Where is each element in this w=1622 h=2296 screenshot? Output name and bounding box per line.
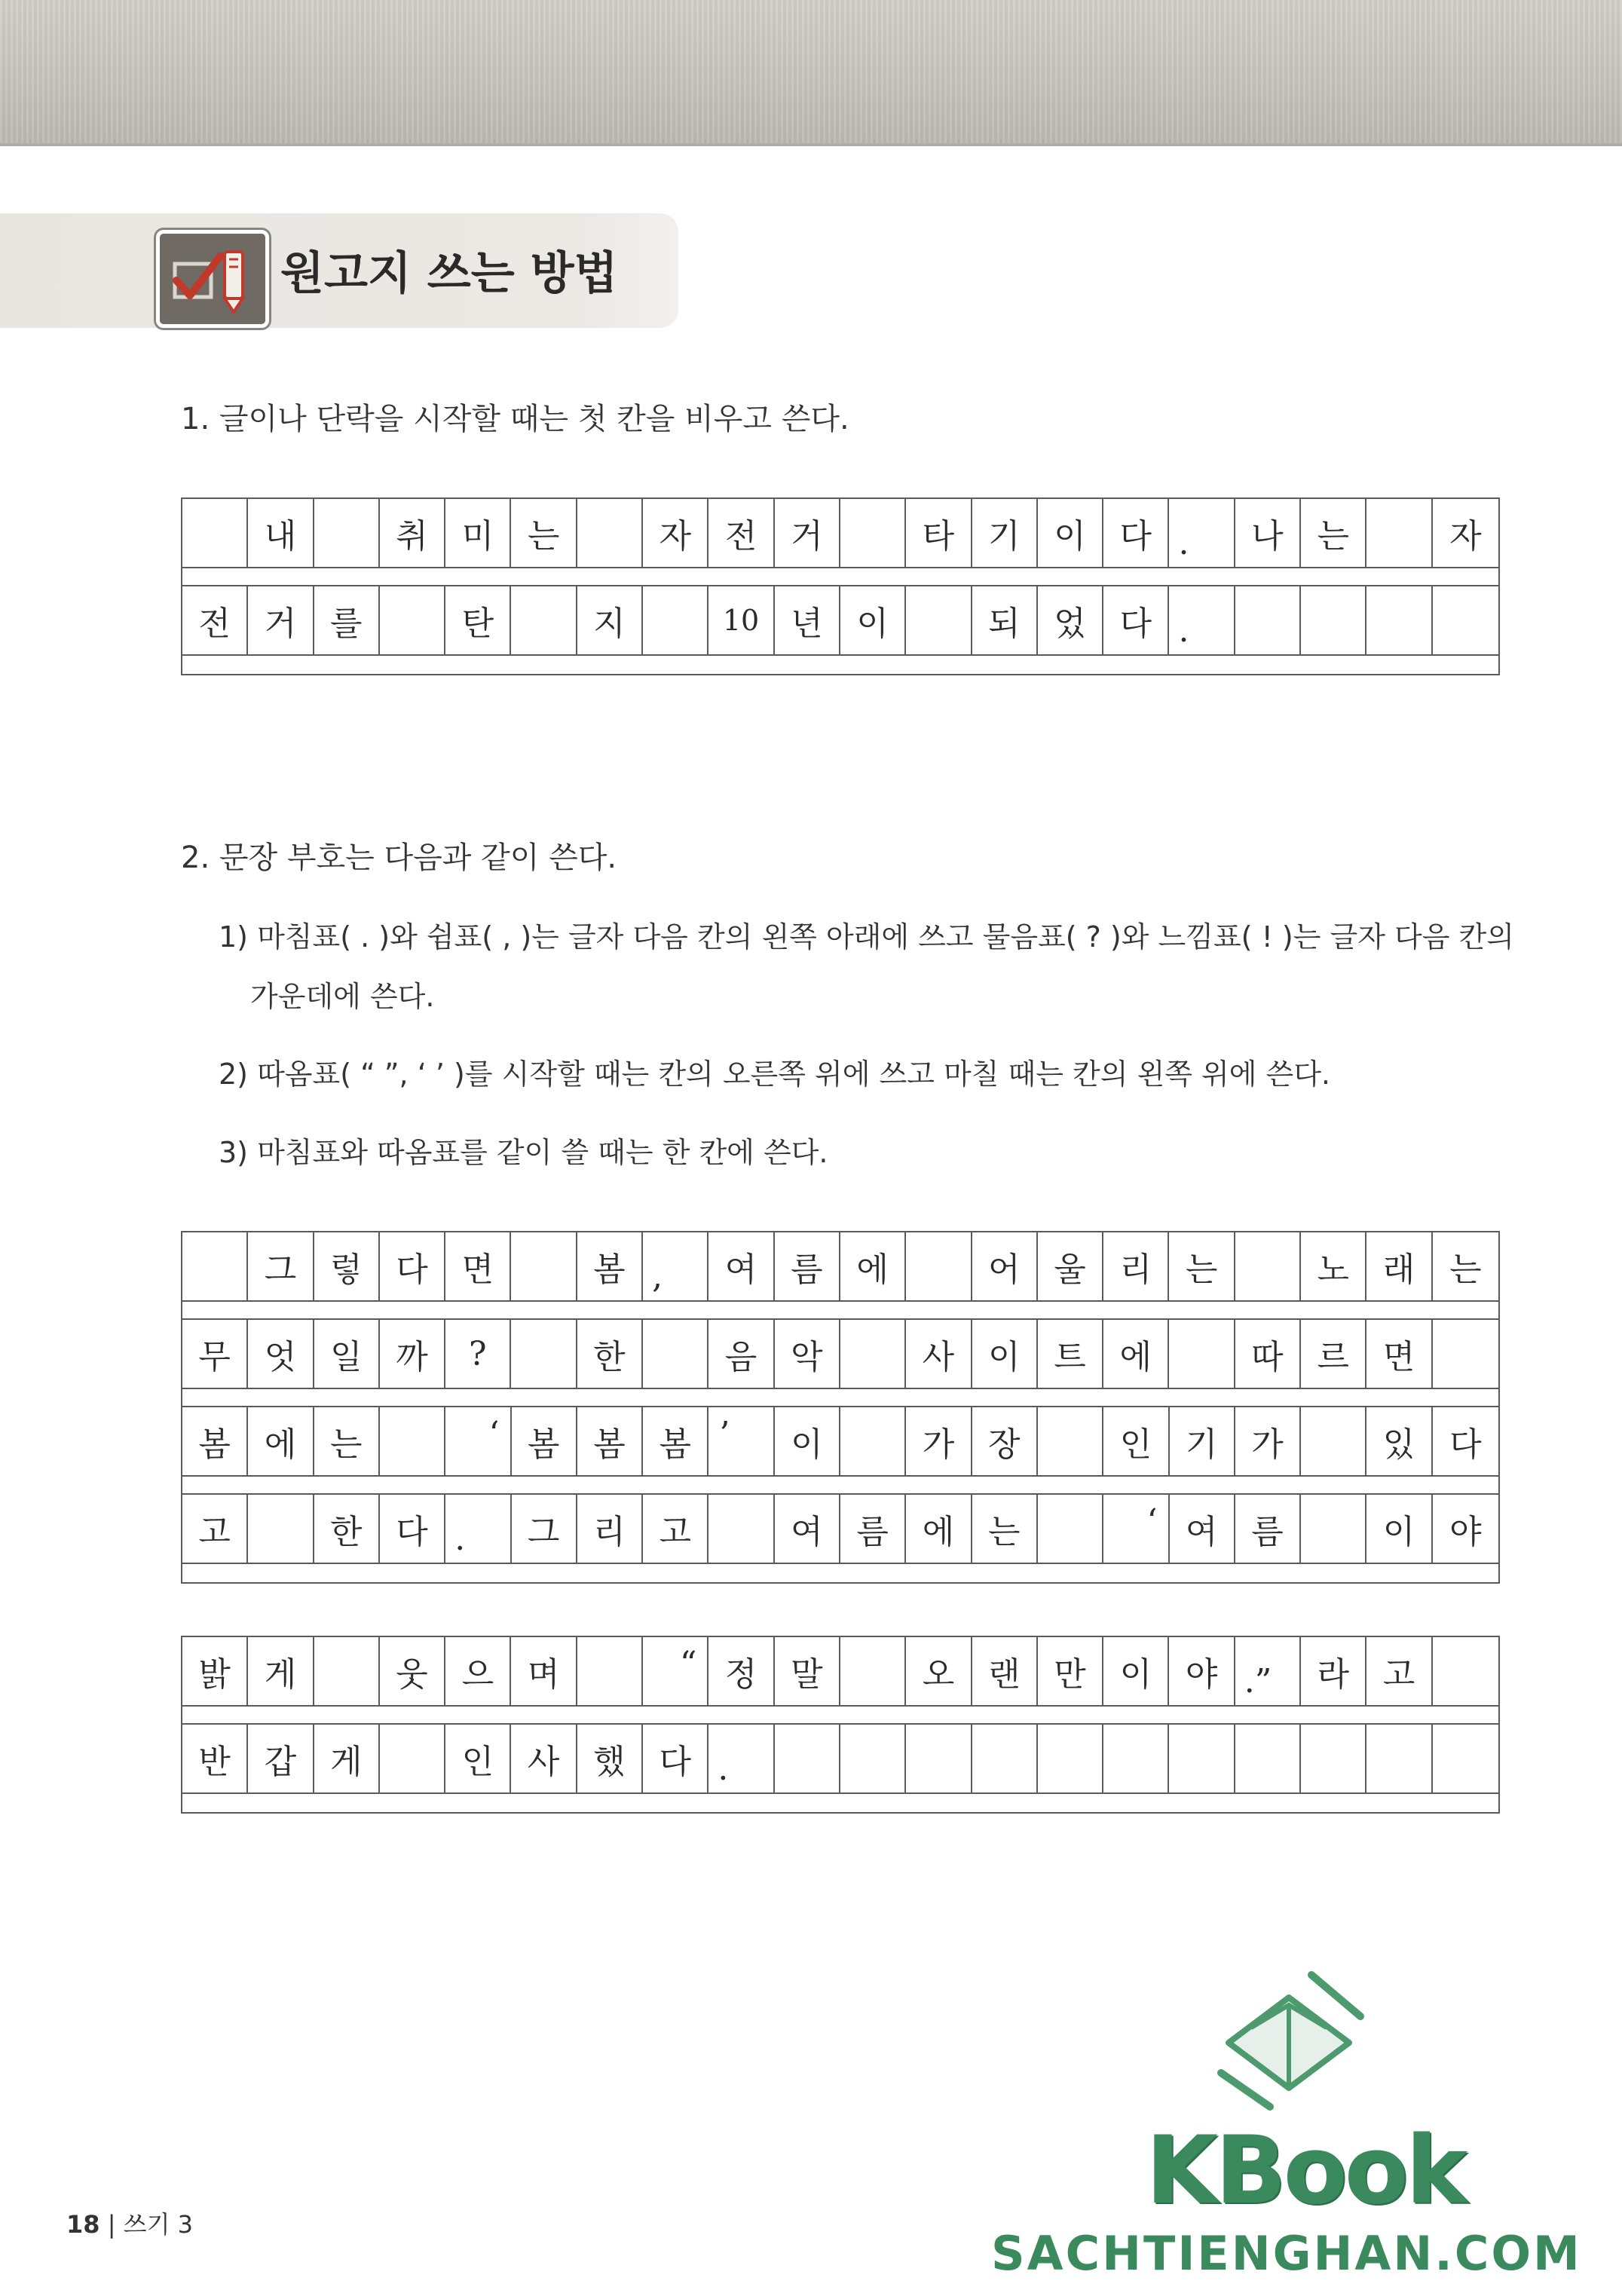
grid-cell: 취 bbox=[380, 499, 445, 567]
grid-cell bbox=[1038, 1407, 1103, 1475]
grid-cell bbox=[577, 1637, 643, 1705]
grid-cell bbox=[380, 1407, 445, 1475]
grid-cell: 노 bbox=[1301, 1232, 1366, 1300]
grid-cell: 는 bbox=[1169, 1232, 1235, 1300]
grid-cell: 까 bbox=[380, 1320, 445, 1388]
grid-cell: 따 bbox=[1235, 1320, 1301, 1388]
grid-cell: 다 bbox=[380, 1232, 445, 1300]
grid-cell bbox=[1235, 586, 1301, 654]
grid-cell: 이 bbox=[1366, 1495, 1432, 1563]
grid-cell: 인 bbox=[445, 1725, 511, 1792]
grid-cell: 에 bbox=[906, 1495, 972, 1563]
grid-cell bbox=[840, 1725, 906, 1792]
grid-cell: 타 bbox=[906, 499, 972, 567]
grid-row bbox=[182, 1232, 1498, 1300]
grid-cell bbox=[840, 1637, 906, 1705]
grid-cell: .” bbox=[1235, 1637, 1301, 1705]
grid-cell: 봄 bbox=[182, 1407, 248, 1475]
rule-2-text: 2. 문장 부호는 다음과 같이 쓴다. bbox=[181, 840, 617, 875]
grid-cell: 는 bbox=[972, 1495, 1038, 1563]
grid-cell bbox=[775, 1725, 840, 1792]
grid-cell: 거 bbox=[775, 499, 840, 567]
grid-cell: 나 bbox=[1235, 499, 1301, 567]
grid-cell: 인 bbox=[1103, 1407, 1169, 1475]
grid-row bbox=[182, 1637, 1498, 1705]
section-title: 원고지 쓰는 방법 bbox=[280, 247, 618, 300]
book-title: 쓰기 3 bbox=[123, 2210, 194, 2239]
grid-row bbox=[182, 1725, 1498, 1792]
grid-cell: 만 bbox=[1038, 1637, 1103, 1705]
grid-row-gap bbox=[182, 1563, 1498, 1582]
grid-cell bbox=[1235, 1725, 1301, 1792]
grid-cell: 어 bbox=[972, 1232, 1038, 1300]
grid-cell: ‘ bbox=[1103, 1495, 1169, 1563]
grid-cell bbox=[1301, 1407, 1366, 1475]
header-band bbox=[0, 0, 1622, 146]
grid-cell: 있 bbox=[1366, 1407, 1432, 1475]
grid-row-gap bbox=[182, 1792, 1498, 1812]
grid-cell bbox=[1366, 1725, 1432, 1792]
rule-2-sub1-line2: 가운데에 쓴다. bbox=[250, 980, 435, 1013]
grid-cell bbox=[1038, 1725, 1103, 1792]
grid-cell: 했 bbox=[577, 1725, 643, 1792]
grid-cell bbox=[1366, 586, 1432, 654]
grid-cell: 사 bbox=[906, 1320, 972, 1388]
grid-cell bbox=[906, 586, 972, 654]
grid-cell: 봄 bbox=[577, 1232, 643, 1300]
manuscript-grid-2 bbox=[181, 1231, 1500, 1584]
grid-row bbox=[182, 1407, 1498, 1475]
grid-cell bbox=[972, 1725, 1038, 1792]
grid-cell: . bbox=[1169, 499, 1235, 567]
grid-cell: 게 bbox=[248, 1637, 314, 1705]
grid-cell: 면 bbox=[445, 1232, 511, 1300]
grid-cell: 다 bbox=[1449, 1425, 1482, 1464]
manuscript-grid-3 bbox=[181, 1636, 1500, 1814]
grid-cell: 미 bbox=[445, 499, 511, 567]
grid-cell: 가 bbox=[906, 1407, 972, 1475]
grid-cell: ’ bbox=[708, 1407, 774, 1475]
grid-cell: 면 bbox=[1366, 1320, 1432, 1388]
grid-cell bbox=[380, 1725, 445, 1792]
grid-cell: 다 bbox=[1103, 586, 1169, 654]
grid-cell: 었 bbox=[1038, 586, 1103, 654]
grid-cell bbox=[1433, 586, 1498, 654]
grid-cell: 갑 bbox=[248, 1725, 314, 1792]
grid-cell: 일 bbox=[314, 1320, 380, 1388]
grid-cell: 정 bbox=[708, 1637, 774, 1705]
grid-cell bbox=[1433, 1637, 1498, 1705]
grid-row-gap bbox=[182, 1475, 1498, 1495]
grid-cell bbox=[511, 1232, 577, 1300]
grid-cell: 에 bbox=[248, 1407, 314, 1475]
rule-2-sub1-line1: 1) 마침표( . )와 쉼표( , )는 글자 다음 칸의 왼쪽 아래에 쓰고 물음표( ? )와 느낌표( ! )는 글자 다음 칸의 bbox=[219, 920, 1514, 954]
grid-cell: 고 bbox=[182, 1495, 248, 1563]
grid-cell: 내 bbox=[248, 499, 314, 567]
grid-cell bbox=[577, 499, 643, 567]
grid-cell bbox=[840, 499, 906, 567]
grid-cell bbox=[511, 1320, 577, 1388]
grid-cell: “ bbox=[643, 1637, 708, 1705]
grid-row bbox=[182, 586, 1498, 654]
grid-cell: 래 bbox=[1366, 1232, 1432, 1300]
grid-cell bbox=[906, 1232, 972, 1300]
grid-cell bbox=[1038, 1495, 1103, 1563]
grid-cell: 다 bbox=[380, 1495, 445, 1563]
grid-cell bbox=[1301, 586, 1366, 654]
grid-cell: 되 bbox=[972, 586, 1038, 654]
footer-separator: | bbox=[107, 2210, 116, 2239]
grid-cell: 트 bbox=[1038, 1320, 1103, 1388]
grid-cell: 반 bbox=[182, 1725, 248, 1792]
grid-cell: 자 bbox=[1449, 517, 1482, 556]
grid-cell: 으 bbox=[445, 1637, 511, 1705]
grid-cell: 이 bbox=[840, 586, 906, 654]
grid-cell: 며 bbox=[511, 1637, 577, 1705]
grid-cell bbox=[1169, 1320, 1235, 1388]
grid-cell: 이 bbox=[1103, 1637, 1169, 1705]
grid-cell: 오 bbox=[906, 1637, 972, 1705]
grid-cell: 리 bbox=[577, 1495, 643, 1563]
grid-cell: 기 bbox=[1170, 1407, 1235, 1475]
grid-cell: 를 bbox=[314, 586, 380, 654]
grid-cell bbox=[643, 586, 708, 654]
grid-cell bbox=[840, 1320, 906, 1388]
grid-cell: 는 bbox=[511, 499, 577, 567]
grid-cell: 기 bbox=[972, 499, 1038, 567]
grid-row-gap bbox=[182, 1705, 1498, 1725]
grid-cell: 고 bbox=[643, 1495, 708, 1563]
grid-row-gap bbox=[182, 654, 1498, 674]
rule-2-sub3: 3) 마침표와 따옴표를 같이 쓸 때는 한 칸에 쓴다. bbox=[219, 1136, 828, 1169]
grid-cell: 울 bbox=[1038, 1232, 1103, 1300]
grid-cell: 무 bbox=[182, 1320, 248, 1388]
grid-cell: 사 bbox=[511, 1725, 577, 1792]
grid-cell: 이 bbox=[775, 1407, 840, 1475]
grid-cell: 가 bbox=[1235, 1407, 1301, 1475]
grid-cell bbox=[1103, 1725, 1169, 1792]
grid-cell bbox=[314, 499, 380, 567]
manuscript-grid-1 bbox=[181, 497, 1500, 675]
grid-cell: 리 bbox=[1103, 1232, 1169, 1300]
grid-cell: 밝 bbox=[182, 1637, 248, 1705]
grid-cell: 년 bbox=[775, 586, 840, 654]
grid-cell: 전 bbox=[182, 586, 248, 654]
grid-cell: , bbox=[643, 1232, 708, 1300]
grid-cell: 여 bbox=[1170, 1495, 1235, 1563]
grid-cell: 게 bbox=[314, 1725, 380, 1792]
grid-cell: 10 bbox=[708, 586, 774, 654]
grid-cell: 그 bbox=[512, 1495, 577, 1563]
grid-cell: 다 bbox=[1103, 499, 1169, 567]
grid-cell: 말 bbox=[775, 1637, 840, 1705]
grid-cell: 는 bbox=[1301, 499, 1366, 567]
grid-cell: 봄 bbox=[643, 1407, 708, 1475]
grid-cell: 여 bbox=[708, 1232, 774, 1300]
grid-cell bbox=[1301, 1495, 1366, 1563]
grid-row bbox=[182, 499, 1498, 567]
grid-cell: 음 bbox=[708, 1320, 774, 1388]
grid-cell bbox=[1235, 1232, 1301, 1300]
grid-cell: 여 bbox=[775, 1495, 840, 1563]
grid-cell bbox=[840, 1407, 906, 1475]
grid-cell: 이 bbox=[1038, 499, 1103, 567]
grid-cell bbox=[906, 1725, 972, 1792]
grid-cell: 르 bbox=[1301, 1320, 1366, 1388]
grid-cell: 고 bbox=[1366, 1637, 1432, 1705]
grid-cell: 탄 bbox=[445, 586, 511, 654]
grid-cell bbox=[380, 586, 445, 654]
rule-2-sub2: 2) 따옴표( “ ”, ‘ ’ )를 시작할 때는 칸의 오른쪽 위에 쓰고 마칠 때는 칸의 왼쪽 위에 쓴다. bbox=[219, 1058, 1331, 1091]
grid-cell: ? bbox=[445, 1320, 511, 1388]
grid-cell: 랜 bbox=[972, 1637, 1038, 1705]
grid-cell: . bbox=[1169, 586, 1235, 654]
grid-row-gap bbox=[182, 1388, 1498, 1407]
grid-cell bbox=[182, 1232, 248, 1300]
grid-cell bbox=[248, 1495, 314, 1563]
grid-cell: 악 bbox=[775, 1320, 840, 1388]
check-pencil-icon bbox=[156, 230, 269, 328]
grid-cell bbox=[1366, 499, 1432, 567]
grid-cell: 봄 bbox=[512, 1407, 577, 1475]
grid-row bbox=[182, 1320, 1498, 1388]
grid-cell: 엇 bbox=[248, 1320, 314, 1388]
grid-cell: 렇 bbox=[314, 1232, 380, 1300]
grid-cell bbox=[643, 1320, 708, 1388]
grid-row-gap bbox=[182, 567, 1498, 586]
grid-cell: 다 bbox=[643, 1725, 708, 1792]
grid-cell: 거 bbox=[248, 586, 314, 654]
rule-1-text: 1. 글이나 단락을 시작할 때는 첫 칸을 비우고 쓴다. bbox=[181, 402, 849, 436]
grid-cell: 야 bbox=[1449, 1513, 1482, 1551]
grid-cell: 장 bbox=[972, 1407, 1038, 1475]
grid-cell: 야 bbox=[1169, 1637, 1235, 1705]
grid-cell bbox=[1301, 1725, 1366, 1792]
grid-cell: 라 bbox=[1301, 1637, 1366, 1705]
grid-cell: 름 bbox=[775, 1232, 840, 1300]
grid-cell: 에 bbox=[1103, 1320, 1169, 1388]
grid-cell bbox=[1169, 1725, 1235, 1792]
grid-cell: 한 bbox=[577, 1320, 643, 1388]
grid-cell: 는 bbox=[314, 1407, 380, 1475]
grid-cell bbox=[511, 586, 577, 654]
grid-row-gap bbox=[182, 1300, 1498, 1320]
grid-cell: 한 bbox=[314, 1495, 380, 1563]
grid-cell bbox=[314, 1637, 380, 1705]
watermark-brand: KBook bbox=[1146, 2117, 1465, 2225]
grid-cell: . bbox=[445, 1495, 511, 1563]
grid-cell: 봄 bbox=[577, 1407, 643, 1475]
page-number: 18 bbox=[66, 2210, 100, 2239]
grid-cell bbox=[1433, 1725, 1498, 1792]
grid-cell: 지 bbox=[577, 586, 643, 654]
grid-row bbox=[182, 1495, 1498, 1563]
grid-cell bbox=[182, 499, 248, 567]
grid-cell bbox=[1433, 1320, 1498, 1388]
grid-cell: 이 bbox=[972, 1320, 1038, 1388]
grid-cell: 그 bbox=[248, 1232, 314, 1300]
grid-cell: ‘ bbox=[445, 1407, 511, 1475]
grid-cell: 에 bbox=[840, 1232, 906, 1300]
grid-cell: . bbox=[708, 1725, 774, 1792]
watermark-site: SACHTIENGHAN.COM bbox=[991, 2226, 1582, 2281]
grid-cell: 름 bbox=[840, 1495, 906, 1563]
book-logo-icon bbox=[1198, 1960, 1394, 2118]
grid-cell: 름 bbox=[1235, 1495, 1301, 1563]
grid-cell: 전 bbox=[708, 499, 774, 567]
grid-cell: 자 bbox=[643, 499, 708, 567]
grid-cell: 웃 bbox=[380, 1637, 445, 1705]
page-footer bbox=[66, 2206, 193, 2240]
grid-cell: 는 bbox=[1449, 1251, 1482, 1289]
grid-cell bbox=[708, 1495, 774, 1563]
